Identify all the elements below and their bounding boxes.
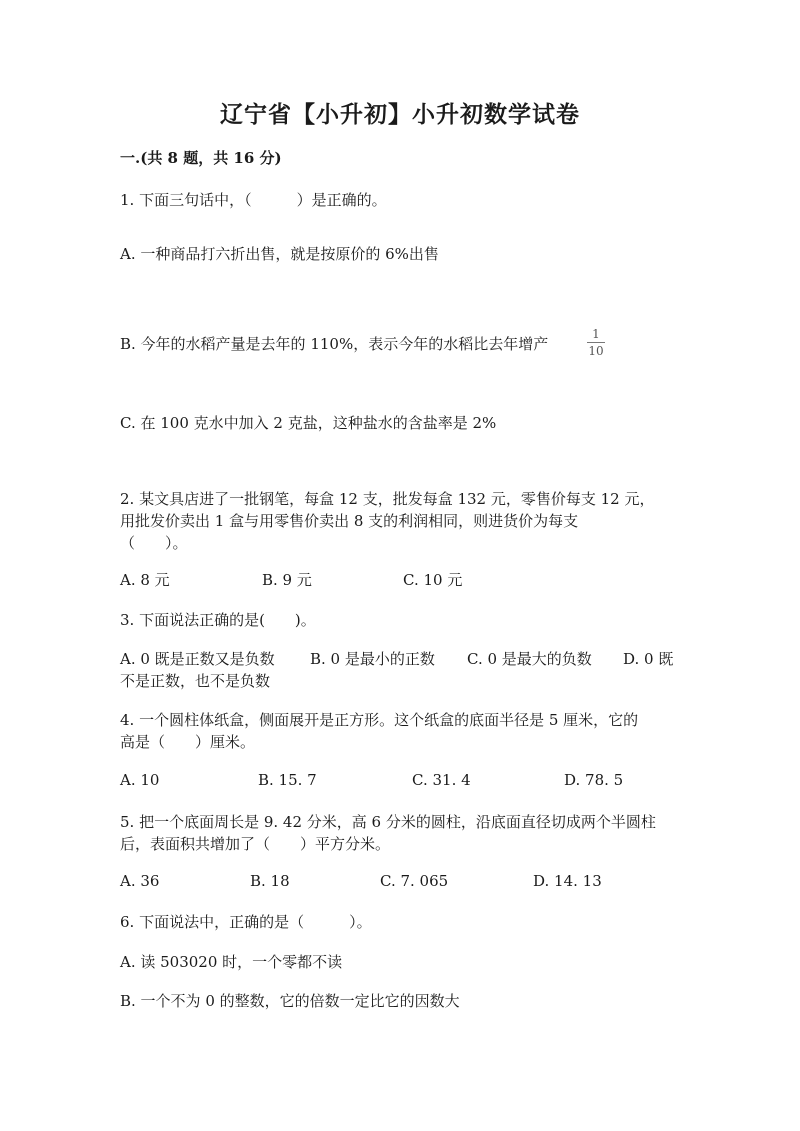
question-5-option-b: B. 18 <box>250 872 290 890</box>
question-1-option-c: C. 在 100 克水中加入 2 克盐，这种盐水的含盐率是 2% <box>120 414 497 432</box>
question-3-stem: 3. 下面说法正确的是( )。 <box>120 611 316 629</box>
question-4-option-d: D. 78. 5 <box>564 771 624 789</box>
question-3-option-d-continuation: 不是正数，也不是负数 <box>120 672 271 690</box>
question-3-option-d: D. 0 既 <box>623 650 674 668</box>
question-2-stem-line-1: 2. 某文具店进了一批钢笔，每盒 12 支，批发每盒 132 元，零售价每支 12 元， <box>120 490 655 508</box>
question-5-option-c: C. 7. 065 <box>380 872 449 890</box>
question-2-option-a: A. 8 元 <box>120 571 170 589</box>
question-3-option-c: C. 0 是最大的负数 <box>467 650 592 668</box>
question-2-option-b: B. 9 元 <box>262 571 312 589</box>
question-2-stem-line-2: 用批发价卖出 1 盒与用零售价卖出 8 支的利润相同，则进货价为每支 <box>120 512 579 530</box>
question-6-option-b: B. 一个不为 0 的整数，它的倍数一定比它的因数大 <box>120 992 460 1010</box>
fraction-numerator: 1 <box>592 327 600 341</box>
question-1-option-b: B. 今年的水稻产量是去年的 110%，表示今年的水稻比去年增产 <box>120 335 549 353</box>
question-3-option-b: B. 0 是最小的正数 <box>310 650 435 668</box>
question-6-option-a: A. 读 503020 时，一个零都不读 <box>120 953 343 971</box>
question-5-stem-line-1: 5. 把一个底面周长是 9. 42 分米，高 6 分米的圆柱，沿底面直径切成两个半圆柱 <box>120 813 656 831</box>
question-3-option-a: A. 0 既是正数又是负数 <box>120 650 275 668</box>
question-5-option-d: D. 14. 13 <box>533 872 602 890</box>
question-5-stem-line-2: 后，表面积共增加了（ ）平方分米。 <box>120 835 391 853</box>
question-4-option-b: B. 15. 7 <box>258 771 317 789</box>
page-title: 辽宁省【小升初】小升初数学试卷 <box>220 101 580 128</box>
question-5-option-a: A. 36 <box>120 872 160 890</box>
question-2-option-c: C. 10 元 <box>403 571 463 589</box>
question-6-stem: 6. 下面说法中，正确的是（ ）。 <box>120 913 372 931</box>
section-heading: 一.(共 8 题，共 16 分) <box>120 149 282 167</box>
question-4-option-a: A. 10 <box>120 771 160 789</box>
question-4-stem-line-2: 高是（ ）厘米。 <box>120 733 256 751</box>
fraction-denominator: 10 <box>588 344 604 358</box>
fraction-bar <box>587 342 605 343</box>
question-1-stem: 1. 下面三句话中，（ ）是正确的。 <box>120 191 387 209</box>
question-4-option-c: C. 31. 4 <box>412 771 471 789</box>
question-2-stem-line-3: （ ）。 <box>120 534 188 552</box>
fraction <box>585 327 607 358</box>
question-4-stem-line-1: 4. 一个圆柱体纸盒，侧面展开是正方形。这个纸盒的底面半径是 5 厘米，它的 <box>120 711 639 729</box>
question-1-option-a: A. 一种商品打六折出售，就是按原价的 6%出售 <box>120 245 439 263</box>
